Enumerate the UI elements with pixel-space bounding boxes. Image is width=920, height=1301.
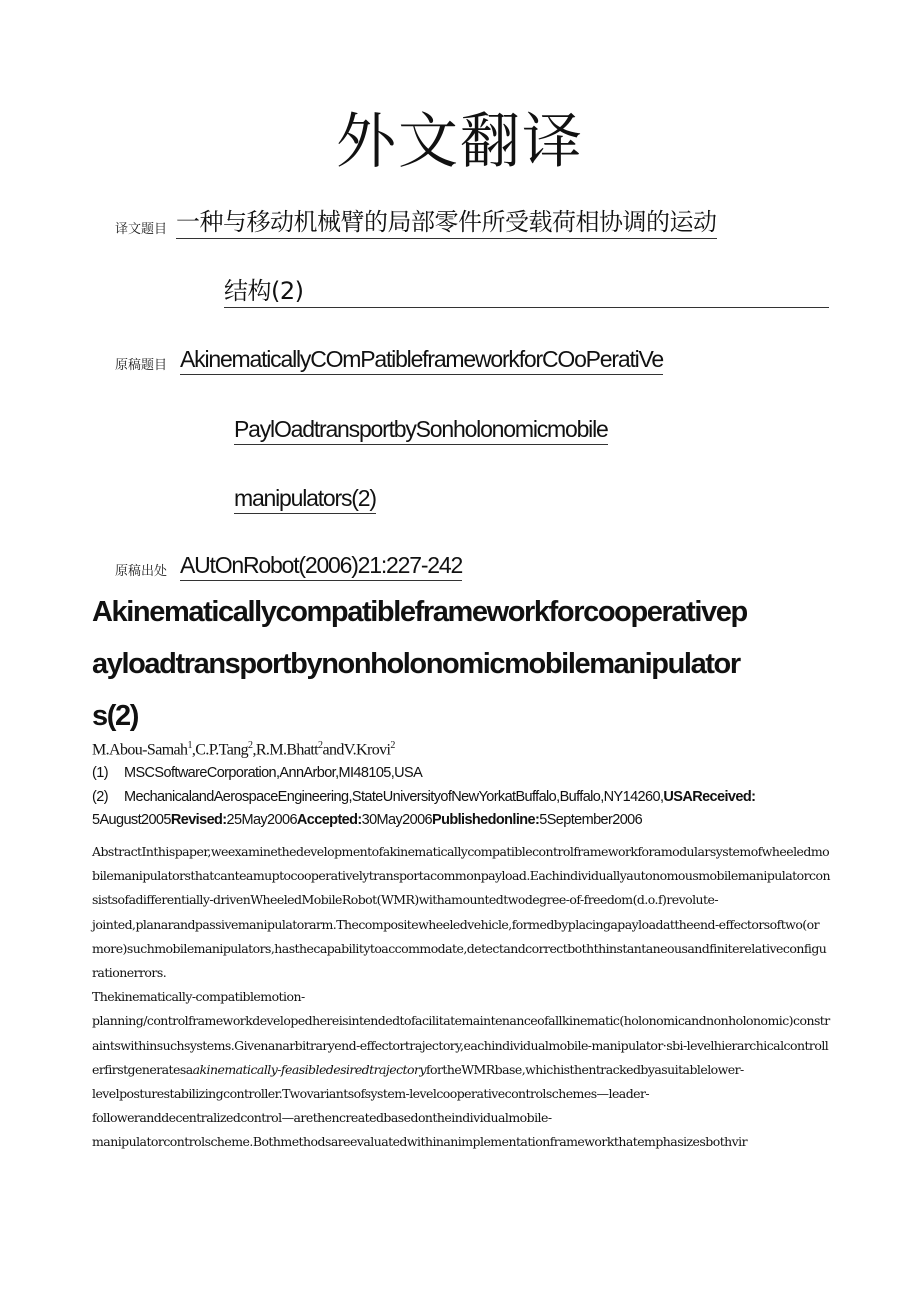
- translated-title-line1: 一种与移动机械臂的局部零件所受载荷相协调的运动: [176, 206, 717, 239]
- abstract-paragraph: Thekinematically-compatiblemotion-: [92, 989, 305, 1005]
- abstract-paragraph: manipulatorcontrolscheme.Bothmethodsareevaluatedwithinanimplementationframeworkthatemphasizesbothvir: [92, 1134, 748, 1150]
- original-title-line3: manipulators(2): [234, 483, 376, 514]
- paper-title: [92, 586, 832, 742]
- author-affil-marker: 2: [248, 740, 253, 751]
- author-affil-marker: 2: [318, 740, 323, 751]
- received-date: 5August2005: [92, 812, 171, 828]
- paper-title-line: Akinematicallycompatibleframeworkforcooperativep: [92, 596, 747, 628]
- abstract-text: fortheWMRbase,whichisthentrackedbyasuitablelower-: [425, 1061, 744, 1077]
- author-name: C.P.Tang: [195, 741, 249, 759]
- publication-dates: [92, 812, 642, 828]
- author-separator: and: [322, 741, 344, 759]
- affiliation-number: (1): [92, 765, 108, 781]
- original-title-line2: PaylOadtransportbySonholonomicmobile: [234, 414, 608, 445]
- abstract-text: Inthispaper,weexaminethedevelopmentofakinematicallycompatiblecontrolframeworkforamodularsystemofwheeledmobilemanipulatorsthatcanteamuptocooperativelytransportacommonpayload.Eachindividuallyautonomousmobilemanipulatorconsistsofadifferentially-drivenWheeledMobileRobot(WMR)withamountedtwodegree-of-freedom(d.o.f)revolute-: [92, 844, 830, 908]
- abstract-paragraph: [92, 840, 830, 913]
- affiliation-text: MSCSoftwareCorporation,AnnArbor,MI48105,USA: [124, 765, 423, 781]
- revised-label: Revised:: [170, 812, 227, 828]
- abstract-label: Abstract: [92, 844, 142, 859]
- paper-title-line: s(2): [92, 700, 138, 732]
- author-list: [92, 740, 395, 759]
- abstract-paragraph: levelposturestabilizingcontroller.Twovariantsofsystem-levelcooperativecontrolschemes—leader-: [92, 1086, 650, 1102]
- published-label: Publishedonline:: [432, 812, 540, 828]
- original-source-value: AUtOnRobot(2006)21:227-242: [180, 550, 462, 581]
- revised-date: 25May2006: [226, 812, 297, 828]
- affiliation-number: (2): [92, 789, 108, 805]
- page-title: 外文翻译: [336, 107, 584, 177]
- abstract-text: planning/controlframeworkdevelopedhereisintendedtofacilitatemaintenanceofallkinematic(holonomicandnonholonomic)constraintswithinsuchsystems.Givenanarbitraryend-effectortrajectory,eachindividualmobile-manipulator·sbi-levelhierarchicalcontrollerfirstgeneratesa: [92, 1013, 830, 1077]
- published-date: 5September2006: [539, 812, 643, 828]
- original-source-label: 原稿出处: [115, 564, 168, 579]
- affiliation-text: MechanicalandAerospaceEngineering,StateUniversityofNewYorkatBuffalo,Buffalo,NY14260,: [124, 789, 664, 805]
- accepted-date: 30May2006: [361, 812, 433, 828]
- author-affil-marker: 2: [390, 740, 395, 751]
- abstract-paragraph: [92, 1009, 830, 1082]
- abstract-italic-text: akinematically-feasibledesiredtrajectory: [192, 1061, 426, 1077]
- author-name: R.M.Bhatt: [255, 741, 319, 759]
- author-name: V.Krovi: [343, 741, 391, 759]
- abstract-paragraph: jointed,planarandpassivemanipulatorarm.Thecompositewheeledvehicle,formedbyplacingapayloadattheend-effectorsoftwo(ormore)suchmobilemanipulators,hasthecapabilitytoaccommodate,detectandcorrectboththinstantaneousandfiniterelativeconfigurationerrors.: [92, 916, 827, 981]
- received-label: Received:: [692, 789, 756, 805]
- usa-prefix: USA: [663, 789, 693, 805]
- accepted-label: Accepted:: [296, 812, 362, 828]
- affiliation: [92, 789, 755, 805]
- author-separator: ,: [252, 741, 256, 759]
- author-name: M.Abou-Samah: [92, 741, 188, 759]
- affiliation: [92, 765, 422, 781]
- abstract-paragraph: followeranddecentralizedcontrol—arethencreatedbasedontheindividualmobile-: [92, 1110, 552, 1126]
- original-title-line1: AkinematicallyCOmPatibleframeworkforCOoPeratiVe: [180, 344, 663, 375]
- translated-title-line2: 结构(2): [224, 275, 829, 308]
- original-title-label: 原稿题目: [115, 358, 168, 373]
- paper-title-line: ayloadtransportbynonholonomicmobilemanipulator: [92, 648, 740, 680]
- abstract: [92, 840, 830, 1155]
- author-separator: ,: [191, 741, 196, 759]
- author-affil-marker: 1: [187, 740, 192, 751]
- translated-title-label: 译文题目: [115, 222, 168, 237]
